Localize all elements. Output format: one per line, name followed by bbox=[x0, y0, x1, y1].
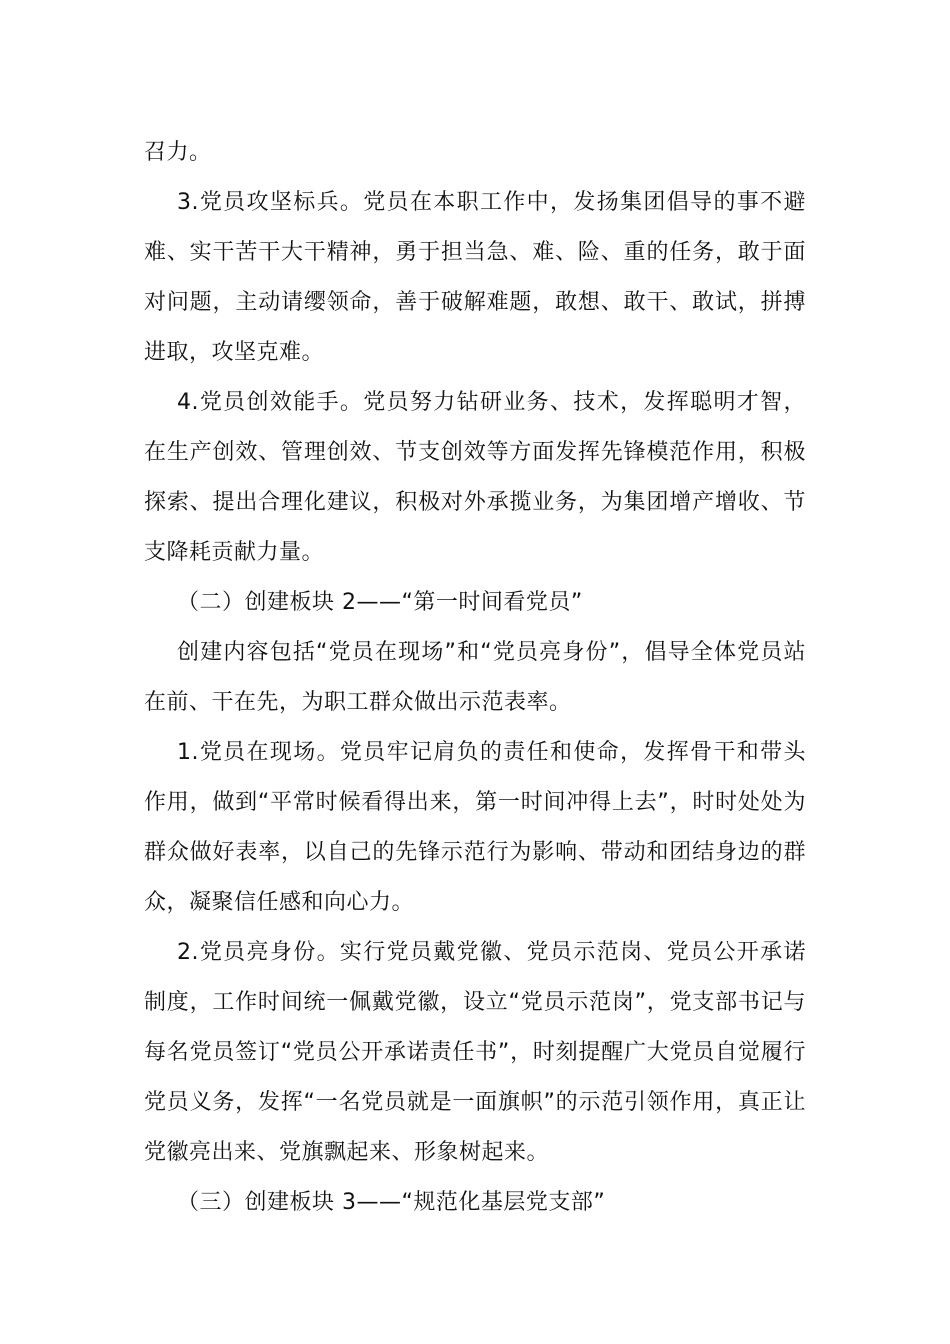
paragraph-item-3: 3.党员攻坚标兵。党员在本职工作中，发扬集团倡导的事不避难、实干苦干大干精神，勇于担当急、难、险、重的任务，敢于面对问题，主动请缨领命，善于破解难题，敢想、敢干、敢试，拼搏进取，攻坚克难。 bbox=[144, 190, 806, 365]
paragraph-item-1: 1.党员在现场。党员牢记肩负的责任和使命，发挥骨干和带头作用，做到“平常时候看得出来，第一时间冲得上去”，时时处处为群众做好表率，以自己的先锋示范行为影响、带动和团结身边的群众，凝聚信任感和向心力。 bbox=[144, 740, 806, 915]
paragraph-section-2-intro: 创建内容包括“党员在现场”和“党员亮身份”，倡导全体党员站在前、干在先，为职工群众做出示范表率。 bbox=[144, 640, 806, 715]
document-body bbox=[144, 128, 806, 1228]
paragraph-item-2: 2.党员亮身份。实行党员戴党徽、党员示范岗、党员公开承诺制度，工作时间统一佩戴党徽，设立“党员示范岗”，党支部书记与每名党员签订“党员公开承诺责任书”，时刻提醒广大党员自觉履行党员义务，发挥“一名党员就是一面旗帜”的示范引领作用，真正让党徽亮出来、党旗飘起来、形象树起来。 bbox=[144, 940, 806, 1165]
paragraph-item-4: 4.党员创效能手。党员努力钻研业务、技术，发挥聪明才智，在生产创效、管理创效、节支创效等方面发挥先锋模范作用，积极探索、提出合理化建议，积极对外承揽业务，为集团增产增收、节支降耗贡献力量。 bbox=[144, 390, 806, 565]
paragraph-continuation: 召力。 bbox=[144, 140, 212, 165]
section-heading-2: （二）创建板块 2——“第一时间看党员” bbox=[177, 590, 583, 615]
section-heading-3: （三）创建板块 3——“规范化基层党支部” bbox=[177, 1190, 606, 1215]
